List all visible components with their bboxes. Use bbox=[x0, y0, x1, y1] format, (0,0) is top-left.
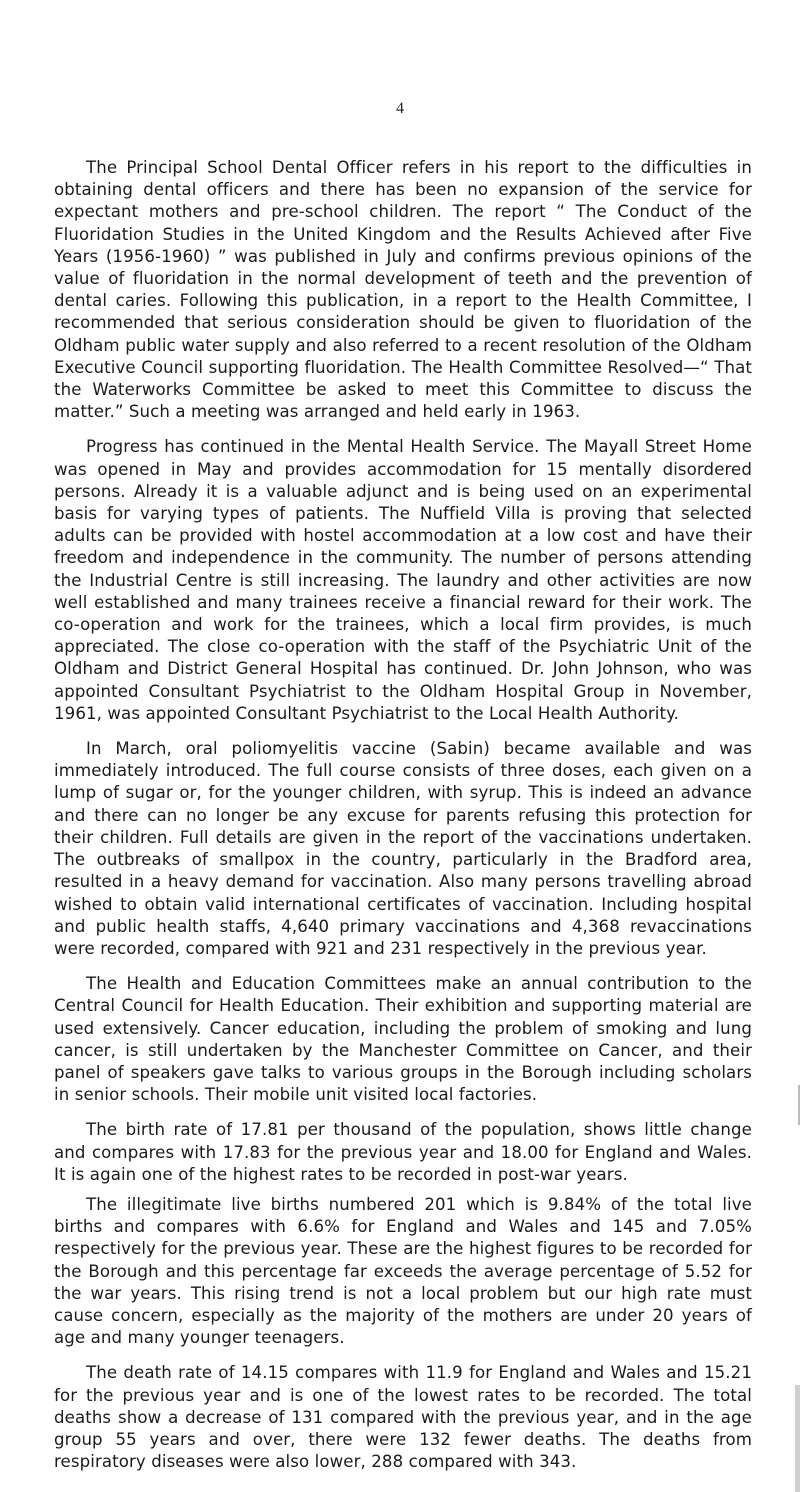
paragraph-illegitimate-births: The illegitimate live births numbered 201 which is 9.84% of the total live births and compares with 6.6% for England and Wales and 145 and 7.05% respectively for the previous year. These are the highest figures to be recorded for the Borough and this percentage far exceeds the average percentage of 5.52 for the war years. This rising trend is not a local problem but our high rate must cause concern, especially as the majority of the mothers are under 20 years of age and many younger teenagers. bbox=[54, 1194, 752, 1348]
scan-edge-mark bbox=[795, 1385, 800, 1492]
paragraph-birth-rate: The birth rate of 17.81 per thousand of the population, shows little change and compares with 17.83 for the previous year and 18.00 for England and Wales. It is again one of the highest rates to be recorded in post-war years. bbox=[54, 1120, 752, 1184]
paragraph-dental-fluoridation: The Principal School Dental Officer refers in his report to the difficulties in obtaining dental officers and there has been no expansion of the service for expectant mothers and pre-school children. The report “ The Conduct of the Fluoridation Studies in the United Kingdom and the Results Achieved after Five Years (1956-1960) ” was published in July and confirms previous opinions of the value of fluoridation in the normal development of teeth and the prevention of dental caries. Following this publication, in a report to the Health Committee, I recommended that serious consideration should be given to fluoridation of the Oldham public water supply and also referred to a recent resolution of the Oldham Executive Council supporting fluoridation. The Health Committee Resolved—“ That the Waterworks Committee be asked to meet this Committee to discuss the matter.” Such a meeting was arranged and held early in 1963. bbox=[54, 158, 752, 422]
paragraph-mental-health: Progress has continued in the Mental Health Service. The Mayall Street Home was opened in May and provides accommodation for 15 mentally disordered persons. Already it is a valuable adjunct and is being used on an experimental basis for varying types of patients. The Nuffield Villa is proving that selected adults can be provided with hostel accommodation at a low cost and have their freedom and independence in the community. The number of persons attending the Industrial Centre is still increasing. The laundry and other activities are now well established and many trainees receive a financial reward for their work. The co-operation and work for the trainees, which a local firm provides, is much appreciated. The close co-operation with the staff of the Psychiatric Unit of the Oldham and District General Hospital has continued. Dr. John Johnson, who was appointed Consultant Psychiatrist to the Oldham Hospital Group in November, 1961, was appointed Consultant Psychiatrist to the Local Health Authority. bbox=[54, 437, 752, 723]
paragraph-death-rate: The death rate of 14.15 compares with 11.9 for England and Wales and 15.21 for the previous year and is one of the lowest rates to be recorded. The total deaths show a decrease of 131 compared with the previous year, and in the age group 55 years and over, there were 132 fewer deaths. The deaths from respiratory diseases were also lower, 288 compared with 343. bbox=[54, 1363, 752, 1472]
report-body bbox=[54, 157, 752, 1486]
page-number: 4 bbox=[396, 100, 404, 117]
paragraph-vaccination: In March, oral poliomyelitis vaccine (Sabin) became available and was immediately introduced. The full course consists of three doses, each given on a lump of sugar or, for the younger children, with syrup. This is indeed an advance and there can no longer be any excuse for parents refusing this protection for their children. Full details are given in the report of the vaccinations undertaken. The outbreaks of smallpox in the country, particularly in the Bradford area, resulted in a heavy demand for vaccination. Also many persons travelling abroad wished to obtain valid international certificates of vaccination. Including hospital and public health staffs, 4,640 primary vaccinations and 4,368 revaccinations were recorded, compared with 921 and 231 respectively in the previous year. bbox=[54, 739, 752, 958]
paragraph-health-education: The Health and Education Committees make an annual contribution to the Central Council for Health Education. Their exhibition and supporting material are used extensively. Cancer education, including the problem of smoking and lung cancer, is still undertaken by the Manchester Committee on Cancer, and their panel of speakers gave talks to various groups in the Borough including scholars in senior schools. Their mobile unit visited local factories. bbox=[54, 974, 752, 1105]
